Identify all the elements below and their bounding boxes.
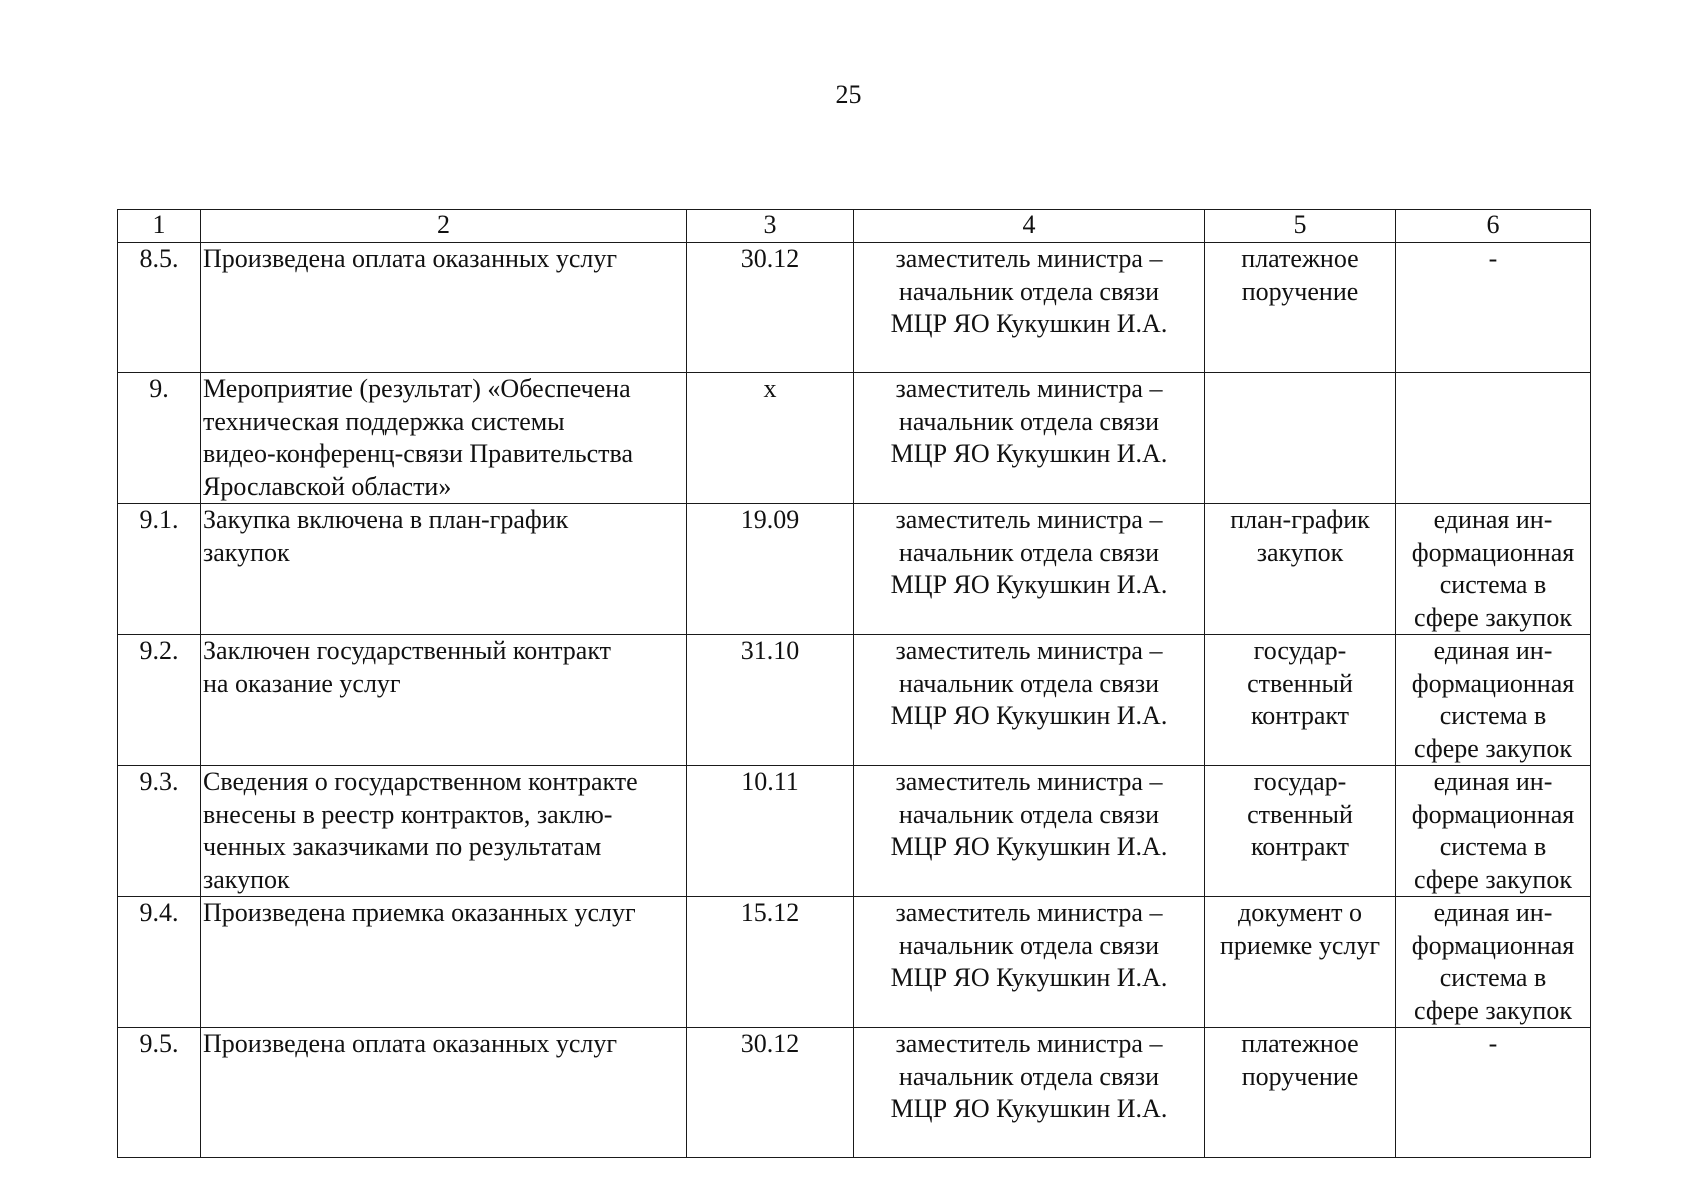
row-description-line: Произведена приемка оказанных услуг bbox=[203, 898, 636, 927]
row-document-line: документ о bbox=[1238, 898, 1362, 927]
row-responsible-line: начальник отдела связи bbox=[898, 406, 1160, 436]
row-information-system-line: формационная bbox=[1411, 537, 1575, 567]
row-document-line: приемке услуг bbox=[1219, 930, 1381, 960]
row-description-line: Заключен государственный контракт bbox=[203, 636, 612, 665]
row-responsible-line: заместитель министра – bbox=[895, 374, 1163, 403]
row-responsible-line: МЦР ЯО Кукушкин И.А. bbox=[890, 701, 1168, 730]
row-document-line: ственный bbox=[1247, 668, 1353, 698]
row-document-line: ственный bbox=[1247, 799, 1353, 829]
row-description bbox=[201, 373, 687, 504]
row-description-line: Ярославской области» bbox=[203, 471, 452, 501]
row-deadline: 30.12 bbox=[687, 1028, 854, 1158]
row-responsible-line: начальник отдела связи bbox=[898, 930, 1160, 960]
row-information-system-line: единая ин- bbox=[1433, 898, 1553, 927]
row-number: 9. bbox=[118, 373, 201, 504]
column-header-5: 5 bbox=[1205, 210, 1396, 243]
row-document bbox=[1205, 243, 1396, 373]
row-responsible-line: заместитель министра – bbox=[895, 505, 1163, 534]
row-information-system-line: система в bbox=[1439, 701, 1547, 730]
row-deadline: x bbox=[687, 373, 854, 504]
table-row bbox=[118, 766, 1591, 897]
row-description-line: Сведения о государственном контракте bbox=[203, 767, 638, 796]
row-document bbox=[1205, 1028, 1396, 1158]
row-number: 8.5. bbox=[118, 243, 201, 373]
row-number: 9.5. bbox=[118, 1028, 201, 1158]
row-information-system-line: формационная bbox=[1411, 930, 1575, 960]
row-description-line: на оказание услуг bbox=[203, 668, 401, 698]
row-number: 9.2. bbox=[118, 635, 201, 766]
row-description-line: внесены в реестр контрактов, заклю- bbox=[203, 799, 613, 829]
row-responsible bbox=[854, 897, 1205, 1028]
row-description-line: закупок bbox=[203, 864, 290, 894]
row-information-system-line: - bbox=[1488, 1029, 1498, 1058]
row-responsible bbox=[854, 1028, 1205, 1158]
row-document-line: государ- bbox=[1253, 767, 1347, 796]
row-information-system bbox=[1396, 766, 1591, 897]
row-responsible-line: начальник отдела связи bbox=[898, 276, 1160, 306]
row-responsible-line: МЦР ЯО Кукушкин И.А. bbox=[890, 309, 1168, 338]
row-description bbox=[201, 635, 687, 766]
row-responsible bbox=[854, 766, 1205, 897]
row-information-system bbox=[1396, 243, 1591, 373]
row-responsible-line: МЦР ЯО Кукушкин И.А. bbox=[890, 832, 1168, 861]
table-row bbox=[118, 373, 1591, 504]
row-responsible-line: начальник отдела связи bbox=[898, 537, 1160, 567]
row-responsible-line: МЦР ЯО Кукушкин И.А. bbox=[890, 963, 1168, 992]
row-document bbox=[1205, 504, 1396, 635]
row-information-system-line: единая ин- bbox=[1433, 767, 1553, 796]
row-description-line: ченных заказчиками по результатам bbox=[203, 832, 602, 861]
row-description-line: закупок bbox=[203, 537, 290, 567]
row-description-line: Произведена оплата оказанных услуг bbox=[203, 244, 618, 273]
row-document-line: платежное bbox=[1241, 244, 1359, 273]
column-header-2: 2 bbox=[201, 210, 687, 243]
row-description-line: Закупка включена в план-график bbox=[203, 505, 569, 534]
row-document bbox=[1205, 766, 1396, 897]
row-responsible bbox=[854, 243, 1205, 373]
row-responsible bbox=[854, 373, 1205, 504]
row-deadline: 10.11 bbox=[687, 766, 854, 897]
row-description-line: видео-конференц-связи Правительства bbox=[203, 439, 633, 468]
table-row bbox=[118, 1028, 1591, 1158]
row-responsible-line: заместитель министра – bbox=[895, 636, 1163, 665]
row-responsible-line: заместитель министра – bbox=[895, 1029, 1163, 1058]
row-deadline: 30.12 bbox=[687, 243, 854, 373]
row-information-system-line: формационная bbox=[1411, 799, 1575, 829]
table-row bbox=[118, 635, 1591, 766]
row-responsible bbox=[854, 504, 1205, 635]
row-deadline: 19.09 bbox=[687, 504, 854, 635]
column-header-4: 4 bbox=[854, 210, 1205, 243]
row-information-system bbox=[1396, 897, 1591, 1028]
row-information-system-line: система в bbox=[1439, 570, 1547, 599]
row-description bbox=[201, 243, 687, 373]
row-responsible-line: начальник отдела связи bbox=[898, 668, 1160, 698]
row-responsible-line: МЦР ЯО Кукушкин И.А. bbox=[890, 439, 1168, 468]
row-number: 9.3. bbox=[118, 766, 201, 897]
row-document-line: план-график bbox=[1230, 505, 1370, 534]
row-information-system-line: единая ин- bbox=[1433, 505, 1553, 534]
row-description bbox=[201, 897, 687, 1028]
row-description bbox=[201, 1028, 687, 1158]
row-description-line: техническая поддержка системы bbox=[203, 406, 565, 436]
row-information-system-line: - bbox=[1488, 244, 1498, 273]
row-responsible-line: заместитель министра – bbox=[895, 898, 1163, 927]
row-information-system-line: единая ин- bbox=[1433, 636, 1553, 665]
row-information-system-line: сфере закупок bbox=[1414, 733, 1572, 763]
row-document-line: государ- bbox=[1253, 636, 1347, 665]
row-responsible-line: МЦР ЯО Кукушкин И.А. bbox=[890, 1094, 1168, 1123]
row-document bbox=[1205, 373, 1396, 504]
row-document-line: закупок bbox=[1256, 537, 1344, 567]
column-header-6: 6 bbox=[1396, 210, 1591, 243]
row-deadline: 31.10 bbox=[687, 635, 854, 766]
row-description-line: Произведена оплата оказанных услуг bbox=[203, 1029, 618, 1058]
row-number: 9.1. bbox=[118, 504, 201, 635]
row-number: 9.4. bbox=[118, 897, 201, 1028]
row-description bbox=[201, 504, 687, 635]
row-information-system bbox=[1396, 373, 1591, 504]
row-information-system-line: система в bbox=[1439, 832, 1547, 861]
row-information-system-line: сфере закупок bbox=[1414, 602, 1572, 632]
row-information-system bbox=[1396, 504, 1591, 635]
row-information-system-line: сфере закупок bbox=[1414, 864, 1572, 894]
column-header-3: 3 bbox=[687, 210, 854, 243]
table-row bbox=[118, 243, 1591, 373]
row-deadline: 15.12 bbox=[687, 897, 854, 1028]
row-information-system-line: система в bbox=[1439, 963, 1547, 992]
row-document-line: контракт bbox=[1250, 832, 1350, 861]
row-document-line: платежное bbox=[1241, 1029, 1359, 1058]
row-information-system bbox=[1396, 635, 1591, 766]
row-responsible-line: заместитель министра – bbox=[895, 767, 1163, 796]
row-responsible-line: начальник отдела связи bbox=[898, 799, 1160, 829]
row-document-line: поручение bbox=[1241, 1061, 1359, 1091]
row-document bbox=[1205, 897, 1396, 1028]
row-document-line: поручение bbox=[1241, 276, 1359, 306]
page-number: 25 bbox=[835, 80, 862, 109]
row-description-line: Мероприятие (результат) «Обеспечена bbox=[203, 374, 631, 403]
column-header-1: 1 bbox=[118, 210, 201, 243]
row-document bbox=[1205, 635, 1396, 766]
table-row bbox=[118, 897, 1591, 1028]
row-information-system bbox=[1396, 1028, 1591, 1158]
row-responsible-line: начальник отдела связи bbox=[898, 1061, 1160, 1091]
table-header-row bbox=[118, 210, 1591, 243]
row-information-system-line: сфере закупок bbox=[1414, 995, 1572, 1025]
row-responsible-line: МЦР ЯО Кукушкин И.А. bbox=[890, 570, 1168, 599]
schedule-table bbox=[117, 209, 1591, 1158]
table-row bbox=[118, 504, 1591, 635]
row-document-line: контракт bbox=[1250, 701, 1350, 730]
row-responsible bbox=[854, 635, 1205, 766]
row-responsible-line: заместитель министра – bbox=[895, 244, 1163, 273]
row-information-system-line: формационная bbox=[1411, 668, 1575, 698]
row-description bbox=[201, 766, 687, 897]
